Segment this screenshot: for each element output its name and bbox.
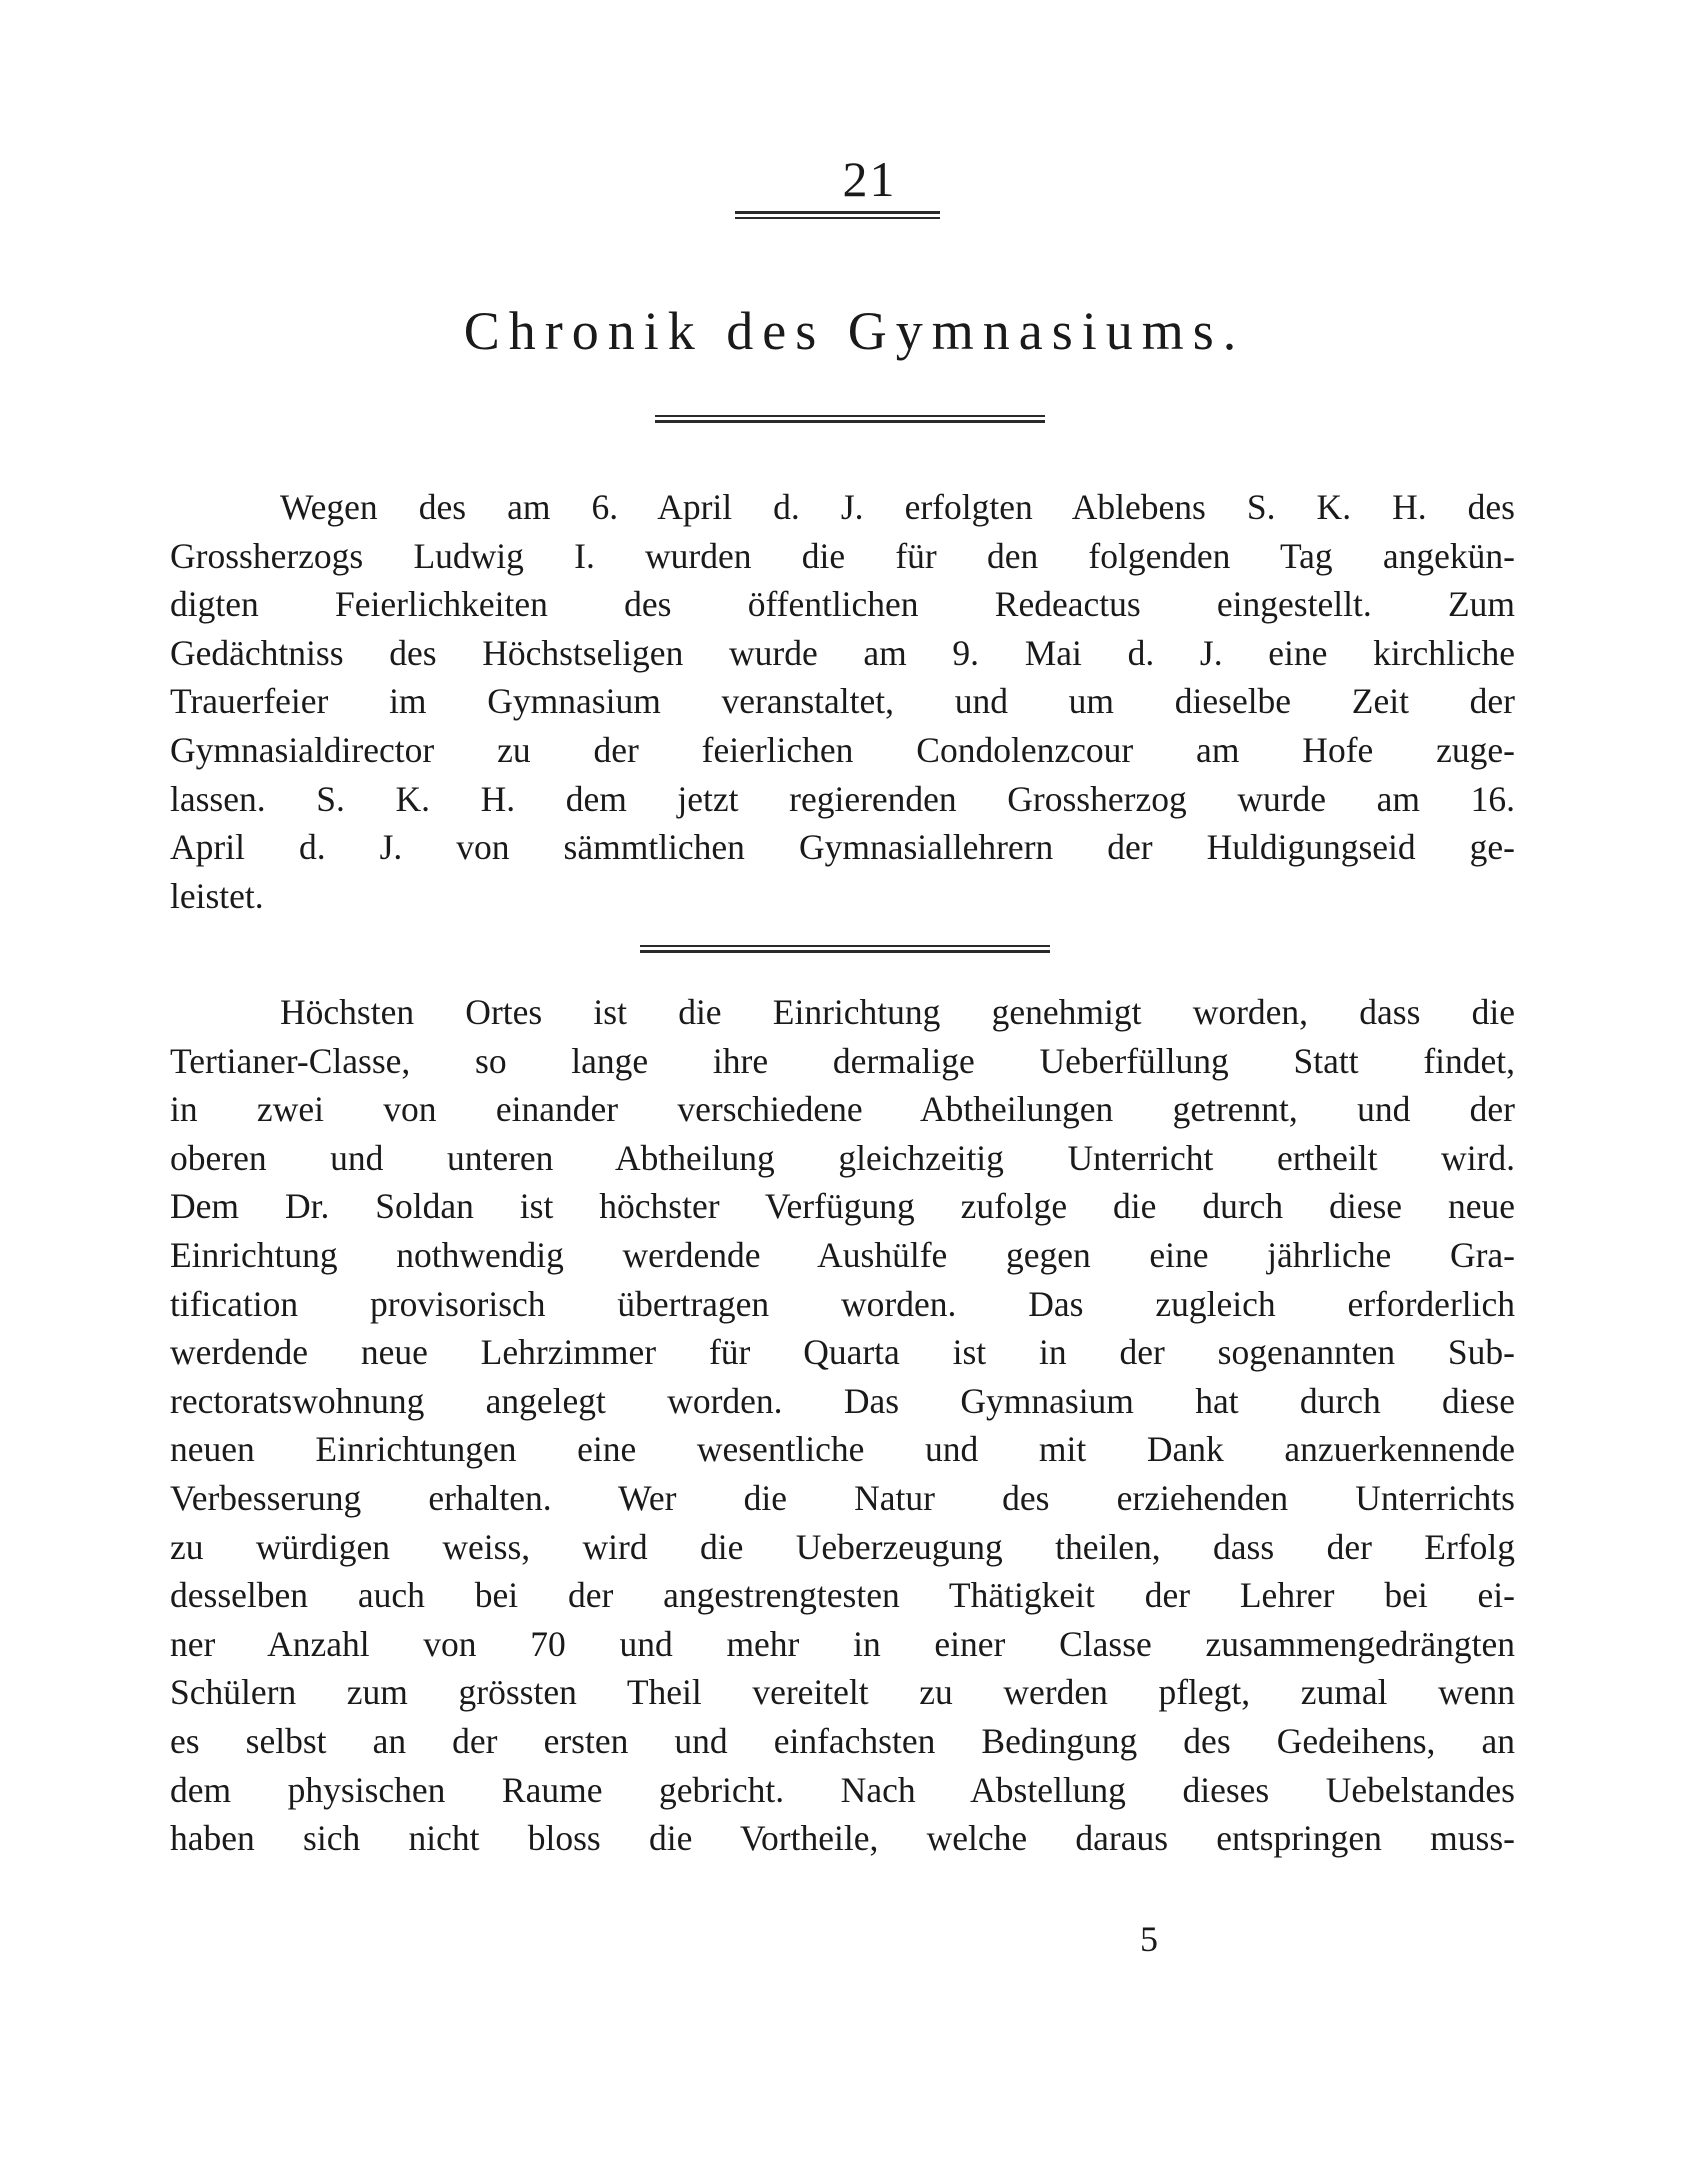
paragraph-line: lassen. S. K. H. dem jetzt regierenden Grossherzog wurde am 16. (170, 778, 1515, 819)
paragraph-line: Tertianer-Classe, so lange ihre dermalige Ueberfüllung Statt findet, (170, 1040, 1515, 1081)
paragraph-line: haben sich nicht bloss die Vortheile, welche daraus entspringen muss- (170, 1818, 1515, 1859)
paragraph-line: April d. J. von sämmtlichen Gymnasiallehrern der Huldigungseid ge- (170, 827, 1515, 868)
paragraph-line: tification provisorisch übertragen worden. Das zugleich erforderlich (170, 1283, 1515, 1324)
paragraph-line: Verbesserung erhalten. Wer die Natur des erziehenden Unterrichts (170, 1477, 1515, 1518)
paragraph-line: Wegen des am 6. April d. J. erfolgten Ablebens S. K. H. des (280, 487, 1515, 527)
paragraph-1 (170, 483, 1515, 920)
paragraph-line: werdende neue Lehrzimmer für Quarta ist in der sogenannten Sub- (170, 1332, 1515, 1373)
paragraph-line: dem physischen Raume gebricht. Nach Abstellung dieses Uebelstandes (170, 1769, 1515, 1810)
paragraph-line: neuen Einrichtungen eine wesentliche und mit Dank anzuerkennende (170, 1429, 1515, 1470)
paragraph-line: zu würdigen weiss, wird die Ueberzeugung theilen, dass der Erfolg (170, 1526, 1515, 1567)
paragraph-line: Schülern zum grössten Theil vereitelt zu werden pflegt, zumal wenn (170, 1672, 1515, 1713)
paragraph-line: Trauerfeier im Gymnasium veranstaltet, und um dieselbe Zeit der (170, 681, 1515, 722)
paragraph-line: oberen und unteren Abtheilung gleichzeitig Unterricht ertheilt wird. (170, 1137, 1515, 1178)
paragraph-2 (170, 988, 1515, 1863)
paragraph-line: in zwei von einander verschiedene Abtheilungen getrennt, und der (170, 1089, 1515, 1130)
paragraph-line: Dem Dr. Soldan ist höchster Verfügung zufolge die durch diese neue (170, 1186, 1515, 1227)
paragraph-line: rectoratswohnung angelegt worden. Das Gymnasium hat durch diese (170, 1380, 1515, 1421)
page-number: 21 (842, 151, 897, 207)
paragraph-line: es selbst an der ersten und einfachsten Bedingung des Gedeihens, an (170, 1720, 1515, 1761)
paragraph-line: leistet. (170, 875, 264, 916)
section-title: Chronik des Gymnasiums. (463, 301, 1246, 361)
paragraph-line: Gymnasialdirector zu der feierlichen Condolenzcour am Hofe zuge- (170, 729, 1515, 770)
page-number-double-rule (735, 211, 940, 222)
paragraph-line: Gedächtniss des Höchstseligen wurde am 9. Mai d. J. eine kirchliche (170, 632, 1515, 673)
paragraph-line: ner Anzahl von 70 und mehr in einer Classe zusammengedrängten (170, 1623, 1515, 1664)
paragraph-line: Einrichtung nothwendig werdende Aushülfe gegen eine jährliche Gra- (170, 1234, 1515, 1275)
paragraph-line: desselben auch bei der angestrengtesten Thätigkeit der Lehrer bei ei- (170, 1575, 1515, 1616)
signature-mark: 5 (1140, 1919, 1158, 1959)
paragraph-line: Höchsten Ortes ist die Einrichtung genehmigt worden, dass die (280, 992, 1515, 1032)
section-separator-rule (640, 945, 1050, 956)
paragraph-line: Grossherzogs Ludwig I. wurden die für den folgenden Tag angekün- (170, 535, 1515, 576)
paragraph-line: digten Feierlichkeiten des öffentlichen Redeactus eingestellt. Zum (170, 584, 1515, 625)
title-double-rule (655, 415, 1045, 426)
